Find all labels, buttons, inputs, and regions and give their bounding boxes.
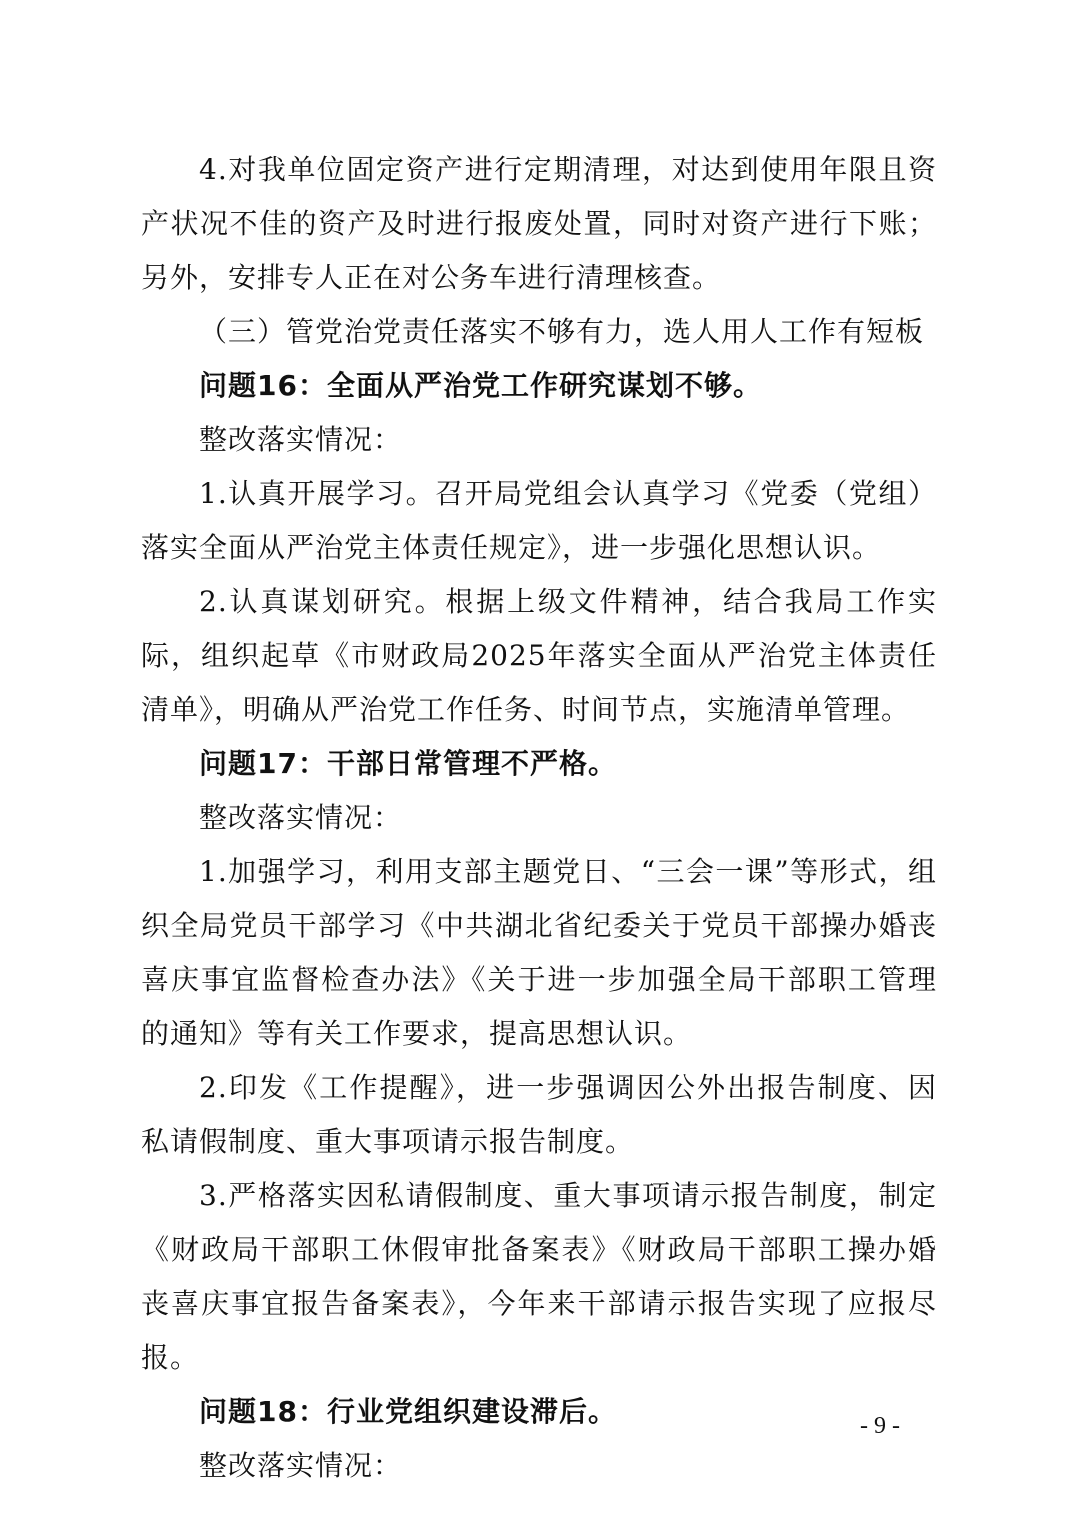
- page-number: - 9 -: [860, 1413, 900, 1439]
- rectification-label: 整改落实情况：: [199, 801, 403, 834]
- issue-18-heading: 问题18：行业党组织建设滞后。: [199, 1395, 617, 1428]
- section-heading-three: （三）管党治党责任落实不够有力，选人用人工作有短板: [199, 315, 925, 348]
- paragraph-16-1: 1.认真开展学习。召开局党组会认真学习《党委（党组）落实全面从严治党主体责任规定》，进一步强化思想认识。: [141, 477, 937, 564]
- rectification-label: 整改落实情况：: [199, 1449, 403, 1482]
- issue-16-heading: 问题16：全面从严治党工作研究谋划不够。: [199, 369, 762, 402]
- document-body: [141, 143, 937, 1493]
- paragraph-17-1: 1.加强学习，利用支部主题党日、“三会一课”等形式，组织全局党员干部学习《中共湖北省纪委关于党员干部操办婚丧喜庆事宜监督检查办法》《关于进一步加强全局干部职工管理的通知》等有关工作要求，提高思想认识。: [141, 855, 937, 1050]
- paragraph-asset-cleanup: 4.对我单位固定资产进行定期清理，对达到使用年限且资产状况不佳的资产及时进行报废处置，同时对资产进行下账；另外，安排专人正在对公务车进行清理核查。: [141, 153, 937, 294]
- paragraph-17-3: 3.严格落实因私请假制度、重大事项请示报告制度，制定《财政局干部职工休假审批备案表》《财政局干部职工操办婚丧喜庆事宜报告备案表》，今年来干部请示报告实现了应报尽报。: [141, 1179, 937, 1374]
- rectification-label: 整改落实情况：: [199, 423, 403, 456]
- paragraph-17-2: 2.印发《工作提醒》，进一步强调因公外出报告制度、因私请假制度、重大事项请示报告制度。: [141, 1071, 937, 1158]
- issue-17-heading: 问题17：干部日常管理不严格。: [199, 747, 617, 780]
- paragraph-16-2: 2.认真谋划研究。根据上级文件精神，结合我局工作实际，组织起草《市财政局2025年落实全面从严治党主体责任清单》，明确从严治党工作任务、时间节点，实施清单管理。: [141, 585, 937, 726]
